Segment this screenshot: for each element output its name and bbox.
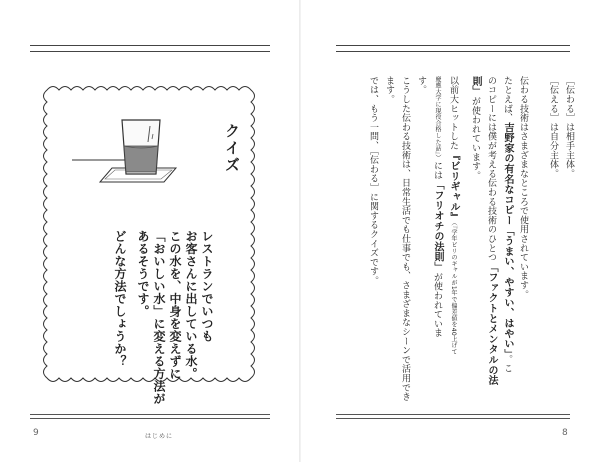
bottom-rule-right: [336, 414, 570, 419]
body-text: は自分主体。: [548, 122, 558, 179]
body-line-8: [432, 76, 442, 338]
body-line-11: ます。: [384, 76, 394, 104]
quiz-line-3: この水を、中身を変えずに: [168, 230, 182, 380]
emphasis: 「ファクトとメンタルの法: [486, 262, 497, 386]
body-line-2: [548, 76, 557, 178]
body-line-1: [564, 76, 573, 178]
quiz-line-5: あるそうです。: [136, 230, 150, 318]
body-text: たとえば、: [502, 76, 512, 123]
tsutaeru-term: ［伝える］: [548, 76, 558, 123]
body-line-3: 伝わる技術はさまざまなところで使用されています。: [518, 76, 528, 300]
quiz-line-2: お客さんに出している水。: [184, 230, 198, 380]
annotation: 慶應大学に現役合格した話』）: [434, 76, 441, 162]
quiz-line-4: 「おいしい水」に変える方法が: [152, 230, 166, 405]
emphasis: 『ビリギャル』: [448, 150, 459, 223]
body-text: 。こ: [502, 354, 512, 374]
emphasis: 則」: [470, 76, 481, 97]
body-line-12: では、もう一問、［伝わる］に関するクイズです。: [368, 76, 378, 286]
emphasis: 「うまい、やすい、はやい」: [502, 225, 513, 355]
running-head: はじめに: [145, 433, 174, 440]
page-number-left: 9: [33, 428, 39, 438]
body-text: のコピーには僕が考える伝わる技術のひとつ: [486, 76, 496, 262]
body-text: が使われています。: [470, 96, 480, 181]
top-rule-left: [30, 45, 270, 52]
right-page: [300, 0, 600, 462]
body-line-5: [486, 76, 496, 386]
emphasis: 「フリオチの法則」: [432, 179, 443, 273]
body-text: が使われていま: [432, 272, 442, 338]
tsutawaru-term: ［伝わる］: [564, 76, 574, 123]
quiz-line-1: レストランでいつも: [200, 230, 214, 343]
page-number-right: 8: [562, 428, 568, 438]
body-line-6: [470, 76, 480, 180]
glass-of-water-icon: [72, 112, 222, 192]
body-line-9: す。: [416, 76, 426, 95]
body-line-7: [448, 76, 458, 355]
emphasis: 吉野家の有名なコピー: [502, 122, 513, 226]
body-line-10: こうした伝わる技術は、日常生活でも仕事でも、さまざまなシーンで活用でき: [400, 76, 410, 402]
quiz-title: クイズ: [223, 123, 241, 174]
quiz-line-6: どんな方法でしょうか？: [113, 230, 127, 368]
body-text: 以前大ヒットした: [448, 76, 458, 151]
top-rule-right: [336, 45, 570, 52]
annotation: （『学年ビリのギャルが1年で偏差値を40上げて: [450, 222, 457, 355]
bottom-rule-left: [30, 414, 270, 419]
body-line-4: [502, 76, 512, 373]
body-text: には: [432, 161, 442, 180]
body-text: は相手主体。: [564, 122, 574, 179]
